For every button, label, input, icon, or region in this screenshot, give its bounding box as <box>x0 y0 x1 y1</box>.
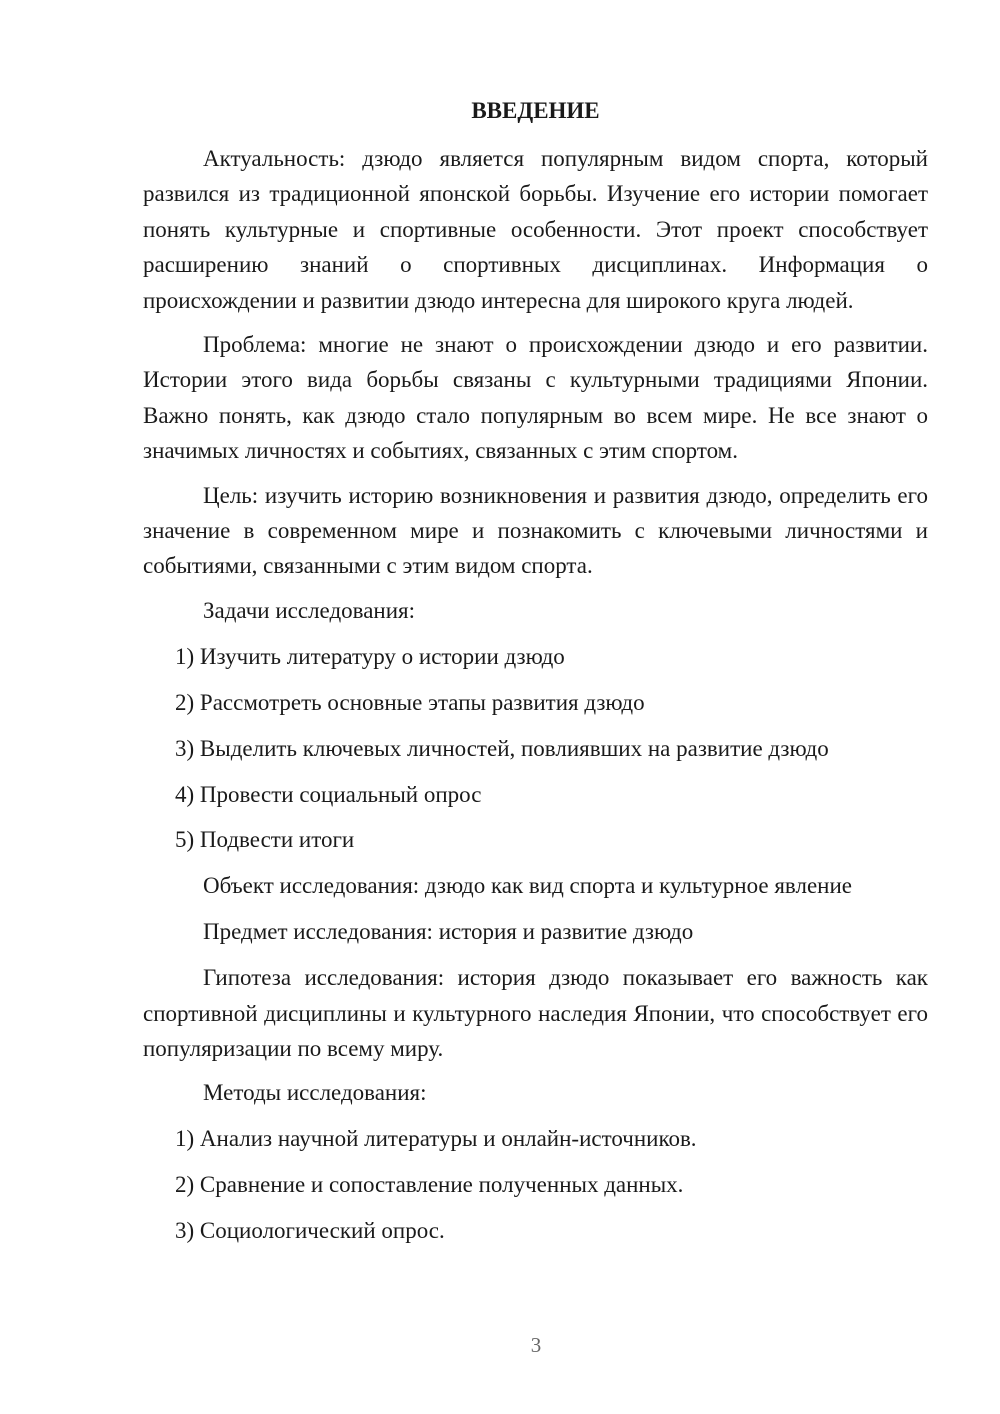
list-item: 2) Рассмотреть основные этапы развития дзюдо <box>175 689 645 715</box>
list-item: 3) Выделить ключевых личностей, повлиявших на развитие дзюдо <box>175 735 829 761</box>
list-item: 4) Провести социальный опрос <box>175 781 482 807</box>
problem-paragraph: Проблема: многие не знают о происхождении дзюдо и его развитии. Истории этого вида борьбы связаны с культурными традициями Японии. Важно понять, как дзюдо стало популярным во всем мире. Не все знают о значимых личностях и событиях, связанных с этим спортом. <box>143 332 928 464</box>
section-title: ВВЕДЕНИЕ <box>471 98 600 123</box>
subject-line: Предмет исследования: история и развитие дзюдо <box>203 919 694 945</box>
list-item: 3) Социологический опрос. <box>175 1218 445 1244</box>
goal-paragraph: Цель: изучить историю возникновения и развития дзюдо, определить его значение в современном мире и познакомить с ключевыми личностями и событиями, связанными с этим видом спорта. <box>143 482 928 579</box>
list-item: 5) Подвести итоги <box>175 827 355 853</box>
methods-heading: Методы исследования: <box>203 1080 427 1106</box>
list-item: 1) Анализ научной литературы и онлайн-источников. <box>175 1126 697 1152</box>
hypothesis-paragraph: Гипотеза исследования: история дзюдо показывает его важность как спортивной дисциплины и культурного наследия Японии, что способствует его популяризации по всему миру. <box>143 965 928 1061</box>
methods-list <box>143 1121 928 1248</box>
list-item: 2) Сравнение и сопоставление полученных данных. <box>175 1172 684 1198</box>
tasks-heading: Задачи исследования: <box>203 597 416 623</box>
relevance-paragraph: Актуальность: дзюдо является популярным видом спорта, который развился из традиционной японской борьбы. Изучение его истории помогает понять культурные и спортивные особенности. Этот проект способствует расширению знаний о спортивных дисциплинах. Информация о происхождении и развитии дзюдо интересна для широкого круга людей. <box>143 146 928 313</box>
object-line: Объект исследования: дзюдо как вид спорта и культурное явление <box>203 873 852 899</box>
page-content <box>143 96 928 1259</box>
list-item: 1) Изучить литературу о истории дзюдо <box>175 643 565 669</box>
tasks-list <box>143 639 928 858</box>
page-number: 3 <box>530 1333 542 1357</box>
